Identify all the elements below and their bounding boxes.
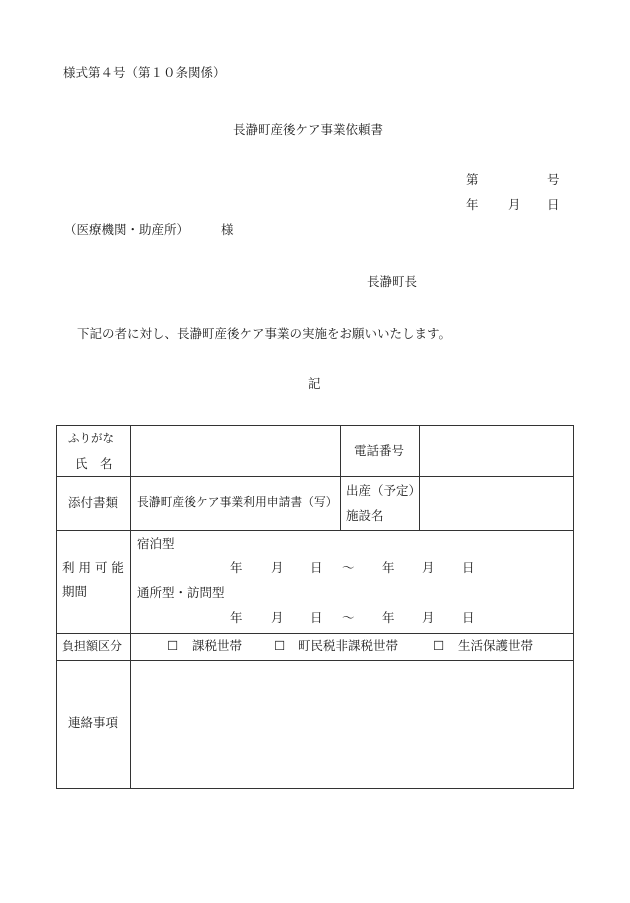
phone-label: 電話番号 [354, 443, 405, 458]
doc-number-suffix: 号 [547, 172, 560, 187]
period-label-line1: 利 用 可 能 [62, 560, 124, 575]
date-day: 日 [547, 197, 560, 212]
recipient-label: （医療機関・助産所） [64, 222, 190, 237]
facility-label-line2: 施設名 [346, 508, 384, 523]
doc-number-prefix: 第 [466, 172, 479, 187]
checkbox-nontaxable[interactable]: ☐ [274, 638, 286, 653]
name-label: 氏 名 [75, 456, 113, 471]
date-month: 月 [508, 197, 521, 212]
ki-heading: 記 [308, 376, 321, 391]
option-taxable: 課税世帯 [192, 638, 243, 653]
recipient-honorific: 様 [221, 222, 234, 237]
stay-type-label: 宿泊型 [137, 536, 175, 551]
furigana-label: ふりがな [68, 431, 114, 445]
option-nontaxable: 町民税非課税世帯 [298, 638, 399, 653]
body-text: 下記の者に対し、長瀞町産後ケア事業の実施をお願いいたします。 [77, 326, 452, 341]
facility-label-line1: 出産（予定） [346, 483, 422, 498]
option-welfare: 生活保護世帯 [458, 638, 534, 653]
period-label-line2: 期間 [62, 584, 88, 599]
attachment-label: 添付書類 [68, 495, 119, 510]
document-title: 長瀞町産後ケア事業依頼書 [233, 122, 384, 137]
form-number: 様式第４号（第１０条関係） [63, 65, 226, 80]
attachment-value: 長瀞町産後ケア事業利用申請書（写） [137, 495, 338, 509]
day-type-label: 通所型・訪問型 [137, 585, 225, 600]
sender-name: 長瀞町長 [367, 274, 418, 289]
checkbox-welfare[interactable]: ☐ [433, 638, 445, 653]
checkbox-taxable[interactable]: ☐ [167, 638, 179, 653]
burden-label: 負担額区分 [62, 639, 123, 653]
contact-label: 連絡事項 [68, 715, 119, 730]
date-year: 年 [466, 197, 479, 212]
